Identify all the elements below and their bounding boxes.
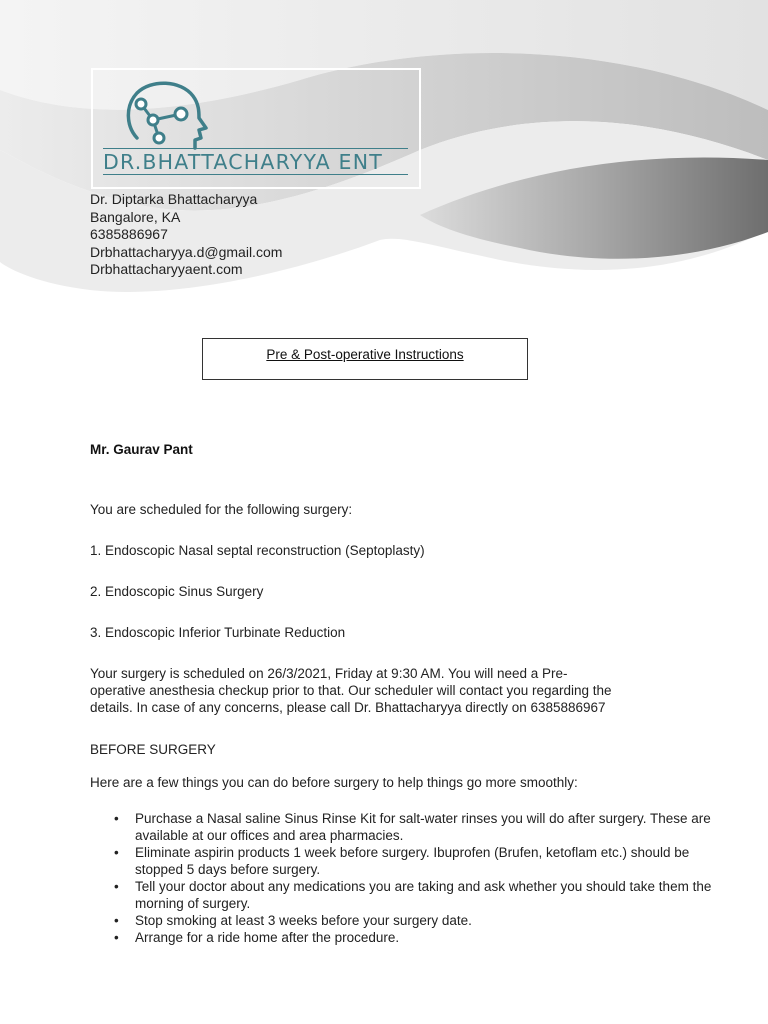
doctor-name: Dr. Diptarka Bhattacharyya bbox=[90, 191, 258, 207]
doctor-location: Bangalore, KA bbox=[90, 208, 181, 225]
contact-block bbox=[90, 191, 282, 279]
section-heading: BEFORE SURGERY bbox=[90, 742, 216, 757]
logo-box bbox=[91, 68, 421, 189]
list-item: • Stop smoking at least 3 weeks before your surgery date. bbox=[112, 912, 727, 929]
document-title: Pre & Post-operative Instructions bbox=[266, 347, 464, 362]
doctor-website: Drbhattacharyyaent.com bbox=[90, 261, 243, 278]
list-item: • Arrange for a ride home after the procedure. bbox=[112, 929, 727, 946]
document-title-box bbox=[202, 338, 528, 380]
schedule-paragraph bbox=[90, 665, 670, 716]
section-intro: Here are a few things you can do before surgery to help things go more smoothly: bbox=[90, 775, 578, 790]
head-network-logo-icon bbox=[123, 78, 208, 154]
procedure-item: 3. Endoscopic Inferior Turbinate Reduction bbox=[90, 625, 346, 640]
patient-name: Mr. Gaurav Pant bbox=[90, 442, 193, 457]
logo-wordmark: DR.BHATTACHARYYA ENT bbox=[103, 150, 383, 174]
schedule-line: operative anesthesia checkup prior to that. Our scheduler will contact you regarding the bbox=[90, 683, 612, 698]
list-item: • Eliminate aspirin products 1 week before surgery. Ibuprofen (Brufen, ketoflam etc.) should be stopped 5 days before surgery. bbox=[112, 844, 727, 878]
list-item: • Purchase a Nasal saline Sinus Rinse Kit for salt-water rinses you will do after surgery. These are available at our offices and area pharmacies. bbox=[112, 810, 727, 844]
schedule-line: Your surgery is scheduled on 26/3/2021, Friday at 9:30 AM. You will need a Pre- bbox=[90, 666, 568, 681]
list-item: • Tell your doctor about any medications you are taking and ask whether you should take them the morning of surgery. bbox=[112, 878, 727, 912]
surgery-intro: You are scheduled for the following surgery: bbox=[90, 502, 353, 517]
procedure-item: 2. Endoscopic Sinus Surgery bbox=[90, 584, 264, 599]
before-surgery-list bbox=[112, 810, 727, 946]
procedure-item: 1. Endoscopic Nasal septal reconstruction (Septoplasty) bbox=[90, 543, 425, 558]
schedule-line: details. In case of any concerns, please call Dr. Bhattacharyya directly on 6385886967 bbox=[90, 700, 606, 715]
doctor-email: Drbhattacharyya.d@gmail.com bbox=[90, 243, 283, 260]
doctor-phone: 6385886967 bbox=[90, 226, 168, 243]
